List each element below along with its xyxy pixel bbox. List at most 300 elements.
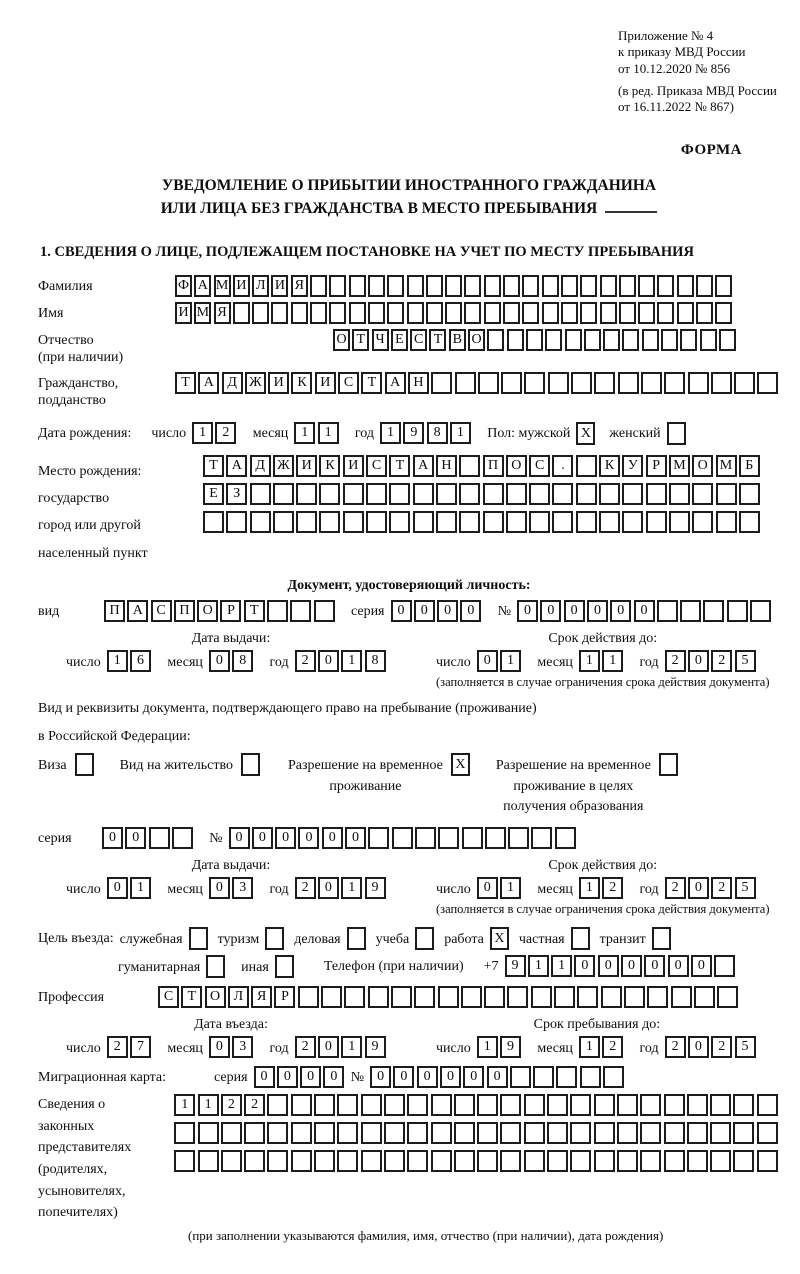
char-cell[interactable]: 0 bbox=[417, 1066, 438, 1088]
char-cell[interactable] bbox=[244, 1150, 265, 1172]
char-cell[interactable]: 9 bbox=[365, 1036, 386, 1058]
char-cell[interactable]: 5 bbox=[735, 1036, 756, 1058]
char-cell[interactable]: 0 bbox=[209, 877, 230, 899]
char-cell[interactable]: 5 bbox=[735, 877, 756, 899]
char-cell[interactable] bbox=[436, 483, 457, 505]
char-cell[interactable]: 9 bbox=[505, 955, 526, 977]
char-cell[interactable]: 2 bbox=[602, 877, 623, 899]
char-cell[interactable]: 2 bbox=[295, 650, 316, 672]
char-cell[interactable]: 0 bbox=[318, 650, 339, 672]
char-cell[interactable] bbox=[757, 372, 778, 394]
char-cell[interactable] bbox=[750, 600, 771, 622]
char-cell[interactable] bbox=[310, 275, 327, 297]
char-cell[interactable] bbox=[594, 1150, 615, 1172]
char-cell[interactable]: А bbox=[226, 455, 247, 477]
char-cell[interactable] bbox=[291, 1094, 312, 1116]
char-cell[interactable] bbox=[715, 302, 732, 324]
visa-checkbox[interactable] bbox=[75, 753, 94, 776]
char-cell[interactable] bbox=[290, 600, 311, 622]
char-cell[interactable]: И bbox=[233, 275, 250, 297]
char-cell[interactable]: 0 bbox=[370, 1066, 391, 1088]
char-cell[interactable] bbox=[638, 302, 655, 324]
char-cell[interactable] bbox=[594, 1094, 615, 1116]
char-cell[interactable] bbox=[361, 1150, 382, 1172]
char-cell[interactable]: Р bbox=[220, 600, 241, 622]
char-cell[interactable] bbox=[576, 511, 597, 533]
char-cell[interactable]: 0 bbox=[322, 827, 343, 849]
char-cell[interactable]: 2 bbox=[711, 650, 732, 672]
char-cell[interactable]: Т bbox=[181, 986, 202, 1008]
char-cell[interactable]: 8 bbox=[232, 650, 253, 672]
char-cell[interactable]: Н bbox=[436, 455, 457, 477]
char-cell[interactable]: 0 bbox=[564, 600, 585, 622]
char-cell[interactable]: 0 bbox=[477, 877, 498, 899]
char-cell[interactable]: 2 bbox=[295, 877, 316, 899]
char-cell[interactable] bbox=[298, 986, 319, 1008]
char-cell[interactable] bbox=[459, 455, 480, 477]
char-cell[interactable] bbox=[508, 827, 529, 849]
char-cell[interactable] bbox=[321, 986, 342, 1008]
char-cell[interactable]: 2 bbox=[711, 877, 732, 899]
char-cell[interactable] bbox=[487, 329, 504, 351]
char-cell[interactable] bbox=[384, 1150, 405, 1172]
char-cell[interactable]: 0 bbox=[668, 955, 689, 977]
char-cell[interactable] bbox=[483, 483, 504, 505]
char-cell[interactable] bbox=[599, 511, 620, 533]
char-cell[interactable]: О bbox=[506, 455, 527, 477]
char-cell[interactable] bbox=[198, 1122, 219, 1144]
char-cell[interactable] bbox=[407, 275, 424, 297]
char-cell[interactable] bbox=[552, 483, 573, 505]
char-cell[interactable] bbox=[522, 302, 539, 324]
char-cell[interactable]: 0 bbox=[598, 955, 619, 977]
char-cell[interactable] bbox=[524, 1122, 545, 1144]
char-cell[interactable]: Т bbox=[244, 600, 265, 622]
char-cell[interactable] bbox=[500, 1094, 521, 1116]
char-cell[interactable]: Н bbox=[408, 372, 429, 394]
char-cell[interactable]: 1 bbox=[174, 1094, 195, 1116]
char-cell[interactable] bbox=[407, 1150, 428, 1172]
char-cell[interactable]: 1 bbox=[500, 877, 521, 899]
char-cell[interactable] bbox=[703, 600, 724, 622]
char-cell[interactable] bbox=[548, 372, 569, 394]
char-cell[interactable] bbox=[524, 372, 545, 394]
char-cell[interactable] bbox=[647, 986, 668, 1008]
char-cell[interactable] bbox=[571, 372, 592, 394]
char-cell[interactable] bbox=[431, 372, 452, 394]
char-cell[interactable] bbox=[719, 329, 736, 351]
char-cell[interactable]: 0 bbox=[691, 955, 712, 977]
char-cell[interactable] bbox=[576, 483, 597, 505]
char-cell[interactable] bbox=[677, 275, 694, 297]
char-cell[interactable] bbox=[733, 1122, 754, 1144]
char-cell[interactable] bbox=[510, 1066, 531, 1088]
char-cell[interactable]: Д bbox=[222, 372, 243, 394]
char-cell[interactable]: 1 bbox=[192, 422, 213, 444]
char-cell[interactable]: Л bbox=[228, 986, 249, 1008]
purpose-private-checkbox[interactable] bbox=[571, 927, 590, 950]
char-cell[interactable]: 1 bbox=[380, 422, 401, 444]
char-cell[interactable]: 1 bbox=[130, 877, 151, 899]
char-cell[interactable] bbox=[594, 372, 615, 394]
char-cell[interactable] bbox=[464, 275, 481, 297]
char-cell[interactable] bbox=[384, 1094, 405, 1116]
char-cell[interactable]: 2 bbox=[215, 422, 236, 444]
char-cell[interactable] bbox=[570, 1122, 591, 1144]
char-cell[interactable]: 0 bbox=[209, 1036, 230, 1058]
char-cell[interactable] bbox=[384, 1122, 405, 1144]
char-cell[interactable] bbox=[477, 1150, 498, 1172]
char-cell[interactable]: И bbox=[296, 455, 317, 477]
char-cell[interactable]: 6 bbox=[130, 650, 151, 672]
char-cell[interactable] bbox=[291, 302, 308, 324]
char-cell[interactable] bbox=[319, 483, 340, 505]
char-cell[interactable] bbox=[507, 329, 524, 351]
char-cell[interactable] bbox=[664, 372, 685, 394]
char-cell[interactable] bbox=[646, 511, 667, 533]
char-cell[interactable]: С bbox=[529, 455, 550, 477]
char-cell[interactable] bbox=[174, 1122, 195, 1144]
sex-female-checkbox[interactable] bbox=[667, 422, 686, 445]
char-cell[interactable] bbox=[431, 1094, 452, 1116]
char-cell[interactable]: 0 bbox=[610, 600, 631, 622]
purpose-commercial-checkbox[interactable] bbox=[347, 927, 366, 950]
char-cell[interactable]: 0 bbox=[517, 600, 538, 622]
char-cell[interactable]: 2 bbox=[665, 1036, 686, 1058]
char-cell[interactable] bbox=[149, 827, 170, 849]
char-cell[interactable] bbox=[361, 1094, 382, 1116]
char-cell[interactable] bbox=[594, 1122, 615, 1144]
char-cell[interactable]: П bbox=[174, 600, 195, 622]
char-cell[interactable]: 1 bbox=[602, 650, 623, 672]
char-cell[interactable] bbox=[226, 511, 247, 533]
char-cell[interactable] bbox=[526, 329, 543, 351]
char-cell[interactable] bbox=[484, 986, 505, 1008]
char-cell[interactable] bbox=[757, 1122, 778, 1144]
char-cell[interactable] bbox=[524, 1094, 545, 1116]
purpose-other-checkbox[interactable] bbox=[275, 955, 294, 978]
char-cell[interactable] bbox=[714, 955, 735, 977]
char-cell[interactable] bbox=[368, 275, 385, 297]
char-cell[interactable] bbox=[716, 511, 737, 533]
char-cell[interactable]: И bbox=[268, 372, 289, 394]
char-cell[interactable] bbox=[291, 1122, 312, 1144]
char-cell[interactable] bbox=[622, 483, 643, 505]
char-cell[interactable] bbox=[244, 1122, 265, 1144]
char-cell[interactable]: С bbox=[366, 455, 387, 477]
char-cell[interactable] bbox=[603, 1066, 624, 1088]
char-cell[interactable] bbox=[734, 372, 755, 394]
char-cell[interactable] bbox=[314, 600, 335, 622]
rvp-education-checkbox[interactable] bbox=[659, 753, 678, 776]
char-cell[interactable] bbox=[696, 302, 713, 324]
char-cell[interactable]: О bbox=[197, 600, 218, 622]
char-cell[interactable] bbox=[640, 1122, 661, 1144]
char-cell[interactable]: 0 bbox=[318, 877, 339, 899]
char-cell[interactable]: 0 bbox=[298, 827, 319, 849]
char-cell[interactable] bbox=[664, 1150, 685, 1172]
char-cell[interactable]: И bbox=[271, 275, 288, 297]
char-cell[interactable] bbox=[414, 986, 435, 1008]
char-cell[interactable]: 0 bbox=[487, 1066, 508, 1088]
char-cell[interactable]: 0 bbox=[634, 600, 655, 622]
char-cell[interactable] bbox=[600, 275, 617, 297]
char-cell[interactable] bbox=[584, 329, 601, 351]
char-cell[interactable]: 0 bbox=[463, 1066, 484, 1088]
char-cell[interactable] bbox=[669, 483, 690, 505]
char-cell[interactable] bbox=[757, 1094, 778, 1116]
char-cell[interactable] bbox=[267, 1094, 288, 1116]
char-cell[interactable]: 2 bbox=[244, 1094, 265, 1116]
char-cell[interactable]: 0 bbox=[644, 955, 665, 977]
char-cell[interactable] bbox=[529, 511, 550, 533]
char-cell[interactable]: У bbox=[622, 455, 643, 477]
char-cell[interactable]: 0 bbox=[323, 1066, 344, 1088]
char-cell[interactable]: 1 bbox=[551, 955, 572, 977]
char-cell[interactable]: Е bbox=[391, 329, 408, 351]
char-cell[interactable]: 1 bbox=[341, 1036, 362, 1058]
char-cell[interactable] bbox=[343, 483, 364, 505]
char-cell[interactable] bbox=[710, 1094, 731, 1116]
char-cell[interactable]: 2 bbox=[665, 650, 686, 672]
char-cell[interactable]: А bbox=[198, 372, 219, 394]
char-cell[interactable]: И bbox=[175, 302, 192, 324]
sex-male-checkbox[interactable]: X bbox=[576, 422, 595, 445]
char-cell[interactable] bbox=[570, 1150, 591, 1172]
char-cell[interactable] bbox=[477, 1094, 498, 1116]
char-cell[interactable]: Т bbox=[203, 455, 224, 477]
char-cell[interactable] bbox=[329, 275, 346, 297]
char-cell[interactable] bbox=[642, 329, 659, 351]
char-cell[interactable] bbox=[640, 1150, 661, 1172]
char-cell[interactable] bbox=[618, 372, 639, 394]
char-cell[interactable]: 0 bbox=[125, 827, 146, 849]
char-cell[interactable] bbox=[542, 302, 559, 324]
char-cell[interactable]: 0 bbox=[318, 1036, 339, 1058]
char-cell[interactable] bbox=[680, 329, 697, 351]
char-cell[interactable] bbox=[545, 329, 562, 351]
char-cell[interactable]: 0 bbox=[477, 650, 498, 672]
char-cell[interactable]: 0 bbox=[252, 827, 273, 849]
char-cell[interactable]: 0 bbox=[688, 650, 709, 672]
char-cell[interactable]: М bbox=[716, 455, 737, 477]
char-cell[interactable] bbox=[250, 483, 271, 505]
char-cell[interactable]: 3 bbox=[232, 877, 253, 899]
char-cell[interactable]: 0 bbox=[540, 600, 561, 622]
char-cell[interactable]: 0 bbox=[275, 827, 296, 849]
char-cell[interactable] bbox=[431, 1150, 452, 1172]
char-cell[interactable] bbox=[671, 986, 692, 1008]
char-cell[interactable]: 2 bbox=[221, 1094, 242, 1116]
purpose-business-checkbox[interactable] bbox=[189, 927, 208, 950]
char-cell[interactable] bbox=[407, 1122, 428, 1144]
char-cell[interactable] bbox=[337, 1094, 358, 1116]
char-cell[interactable] bbox=[361, 1122, 382, 1144]
char-cell[interactable] bbox=[314, 1150, 335, 1172]
char-cell[interactable]: 1 bbox=[341, 877, 362, 899]
char-cell[interactable] bbox=[438, 827, 459, 849]
rvp-checkbox[interactable]: X bbox=[451, 753, 470, 776]
char-cell[interactable] bbox=[556, 1066, 577, 1088]
char-cell[interactable]: 0 bbox=[102, 827, 123, 849]
char-cell[interactable]: 2 bbox=[711, 1036, 732, 1058]
char-cell[interactable] bbox=[477, 1122, 498, 1144]
char-cell[interactable]: 1 bbox=[579, 877, 600, 899]
char-cell[interactable] bbox=[710, 1122, 731, 1144]
char-cell[interactable] bbox=[696, 275, 713, 297]
char-cell[interactable]: К bbox=[599, 455, 620, 477]
char-cell[interactable]: Д bbox=[250, 455, 271, 477]
char-cell[interactable]: С bbox=[410, 329, 427, 351]
char-cell[interactable]: 1 bbox=[500, 650, 521, 672]
char-cell[interactable]: А bbox=[194, 275, 211, 297]
char-cell[interactable] bbox=[462, 827, 483, 849]
char-cell[interactable]: 8 bbox=[427, 422, 448, 444]
char-cell[interactable] bbox=[710, 1150, 731, 1172]
char-cell[interactable]: 0 bbox=[345, 827, 366, 849]
char-cell[interactable]: 3 bbox=[232, 1036, 253, 1058]
char-cell[interactable] bbox=[547, 1150, 568, 1172]
char-cell[interactable] bbox=[267, 1122, 288, 1144]
char-cell[interactable] bbox=[687, 1150, 708, 1172]
char-cell[interactable]: 0 bbox=[688, 1036, 709, 1058]
char-cell[interactable] bbox=[454, 1094, 475, 1116]
char-cell[interactable]: З bbox=[226, 483, 247, 505]
char-cell[interactable] bbox=[368, 986, 389, 1008]
char-cell[interactable]: 1 bbox=[450, 422, 471, 444]
char-cell[interactable] bbox=[733, 1094, 754, 1116]
char-cell[interactable] bbox=[366, 511, 387, 533]
char-cell[interactable]: 0 bbox=[621, 955, 642, 977]
char-cell[interactable] bbox=[524, 1150, 545, 1172]
char-cell[interactable] bbox=[617, 1094, 638, 1116]
char-cell[interactable] bbox=[349, 275, 366, 297]
char-cell[interactable] bbox=[271, 302, 288, 324]
char-cell[interactable]: Т bbox=[389, 455, 410, 477]
char-cell[interactable]: 2 bbox=[665, 877, 686, 899]
char-cell[interactable] bbox=[267, 1150, 288, 1172]
char-cell[interactable] bbox=[291, 1150, 312, 1172]
char-cell[interactable]: С bbox=[158, 986, 179, 1008]
char-cell[interactable] bbox=[531, 827, 552, 849]
char-cell[interactable]: Ж bbox=[245, 372, 266, 394]
char-cell[interactable] bbox=[343, 511, 364, 533]
char-cell[interactable] bbox=[366, 483, 387, 505]
char-cell[interactable]: Ж bbox=[273, 455, 294, 477]
char-cell[interactable] bbox=[198, 1150, 219, 1172]
char-cell[interactable]: М bbox=[669, 455, 690, 477]
char-cell[interactable] bbox=[580, 302, 597, 324]
char-cell[interactable] bbox=[484, 275, 501, 297]
char-cell[interactable] bbox=[533, 1066, 554, 1088]
char-cell[interactable] bbox=[252, 302, 269, 324]
char-cell[interactable]: Е bbox=[203, 483, 224, 505]
char-cell[interactable] bbox=[692, 511, 713, 533]
char-cell[interactable] bbox=[664, 1122, 685, 1144]
char-cell[interactable] bbox=[344, 986, 365, 1008]
char-cell[interactable]: О bbox=[333, 329, 350, 351]
char-cell[interactable]: 0 bbox=[688, 877, 709, 899]
char-cell[interactable]: 0 bbox=[254, 1066, 275, 1088]
char-cell[interactable]: 7 bbox=[130, 1036, 151, 1058]
char-cell[interactable] bbox=[680, 600, 701, 622]
purpose-work-checkbox[interactable]: X bbox=[490, 927, 509, 950]
char-cell[interactable] bbox=[599, 483, 620, 505]
char-cell[interactable] bbox=[314, 1094, 335, 1116]
purpose-transit-checkbox[interactable] bbox=[652, 927, 671, 950]
char-cell[interactable] bbox=[661, 329, 678, 351]
char-cell[interactable]: Т bbox=[352, 329, 369, 351]
char-cell[interactable] bbox=[203, 511, 224, 533]
char-cell[interactable] bbox=[622, 329, 639, 351]
char-cell[interactable] bbox=[692, 483, 713, 505]
char-cell[interactable]: И bbox=[315, 372, 336, 394]
char-cell[interactable] bbox=[552, 511, 573, 533]
char-cell[interactable] bbox=[603, 329, 620, 351]
purpose-study-checkbox[interactable] bbox=[415, 927, 434, 950]
char-cell[interactable] bbox=[687, 1122, 708, 1144]
char-cell[interactable]: 1 bbox=[318, 422, 339, 444]
char-cell[interactable] bbox=[554, 986, 575, 1008]
char-cell[interactable] bbox=[640, 1094, 661, 1116]
char-cell[interactable]: Л bbox=[252, 275, 269, 297]
char-cell[interactable] bbox=[413, 483, 434, 505]
char-cell[interactable]: К bbox=[319, 455, 340, 477]
char-cell[interactable]: 2 bbox=[602, 1036, 623, 1058]
char-cell[interactable]: 0 bbox=[393, 1066, 414, 1088]
char-cell[interactable] bbox=[500, 1122, 521, 1144]
char-cell[interactable] bbox=[733, 1150, 754, 1172]
char-cell[interactable]: Т bbox=[361, 372, 382, 394]
char-cell[interactable]: Р bbox=[646, 455, 667, 477]
char-cell[interactable] bbox=[577, 986, 598, 1008]
char-cell[interactable] bbox=[431, 1122, 452, 1144]
char-cell[interactable] bbox=[368, 827, 389, 849]
char-cell[interactable] bbox=[415, 827, 436, 849]
char-cell[interactable]: 2 bbox=[107, 1036, 128, 1058]
char-cell[interactable]: 0 bbox=[229, 827, 250, 849]
char-cell[interactable] bbox=[445, 302, 462, 324]
char-cell[interactable]: О bbox=[205, 986, 226, 1008]
char-cell[interactable]: 1 bbox=[528, 955, 549, 977]
char-cell[interactable] bbox=[506, 511, 527, 533]
char-cell[interactable]: А bbox=[413, 455, 434, 477]
char-cell[interactable]: Ф bbox=[175, 275, 192, 297]
char-cell[interactable]: 1 bbox=[107, 650, 128, 672]
char-cell[interactable] bbox=[503, 275, 520, 297]
char-cell[interactable] bbox=[273, 511, 294, 533]
char-cell[interactable]: 9 bbox=[403, 422, 424, 444]
char-cell[interactable] bbox=[221, 1122, 242, 1144]
char-cell[interactable] bbox=[426, 275, 443, 297]
char-cell[interactable] bbox=[687, 1094, 708, 1116]
char-cell[interactable]: 0 bbox=[437, 600, 458, 622]
char-cell[interactable] bbox=[455, 372, 476, 394]
char-cell[interactable] bbox=[461, 986, 482, 1008]
char-cell[interactable]: 0 bbox=[107, 877, 128, 899]
char-cell[interactable]: 1 bbox=[579, 1036, 600, 1058]
char-cell[interactable] bbox=[221, 1150, 242, 1172]
char-cell[interactable] bbox=[624, 986, 645, 1008]
char-cell[interactable]: А bbox=[385, 372, 406, 394]
char-cell[interactable]: Р bbox=[274, 986, 295, 1008]
char-cell[interactable] bbox=[694, 986, 715, 1008]
char-cell[interactable] bbox=[646, 483, 667, 505]
char-cell[interactable]: О bbox=[692, 455, 713, 477]
char-cell[interactable]: 5 bbox=[735, 650, 756, 672]
char-cell[interactable] bbox=[436, 511, 457, 533]
char-cell[interactable] bbox=[392, 827, 413, 849]
